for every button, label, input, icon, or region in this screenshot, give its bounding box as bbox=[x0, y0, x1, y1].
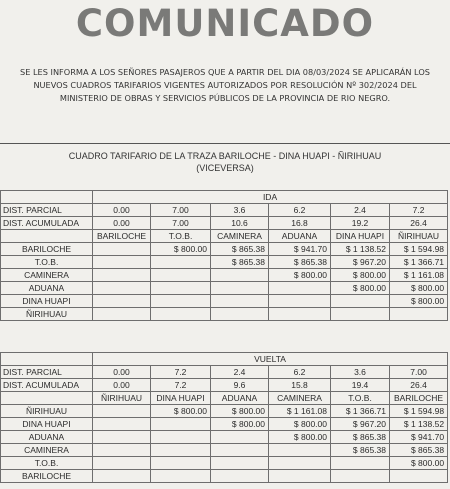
fare-cell: $ 1 161.08 bbox=[390, 269, 448, 282]
fare-cell: $ 800.00 bbox=[331, 269, 390, 282]
fare-cell: $ 800.00 bbox=[331, 282, 390, 295]
distance-cell: 7.2 bbox=[151, 366, 211, 379]
distance-cell: 3.6 bbox=[211, 204, 269, 217]
fare-cell: $ 865.38 bbox=[331, 431, 390, 444]
fare-cell bbox=[211, 282, 269, 295]
destination-header: CAMINERA bbox=[211, 230, 269, 243]
origin-label: ADUANA bbox=[1, 431, 93, 444]
origin-label: BARILOCHE bbox=[1, 243, 93, 256]
fare-cell bbox=[151, 295, 211, 308]
fare-cell: $ 800.00 bbox=[269, 431, 331, 444]
empty-cell bbox=[1, 191, 93, 204]
fare-cell bbox=[93, 405, 151, 418]
fare-cell bbox=[151, 269, 211, 282]
distance-cell: 7.00 bbox=[151, 204, 211, 217]
destinations-row bbox=[1, 230, 448, 243]
row-label: DIST. PARCIAL bbox=[1, 366, 93, 379]
origin-label: T.O.B. bbox=[1, 457, 93, 470]
fare-cell bbox=[269, 295, 331, 308]
fare-cell bbox=[211, 269, 269, 282]
fare-cell: $ 800.00 bbox=[211, 405, 269, 418]
empty-cell bbox=[1, 392, 93, 405]
fare-cell: $ 800.00 bbox=[390, 282, 448, 295]
fare-cell bbox=[269, 470, 331, 483]
fare-cell: $ 1 366.71 bbox=[331, 405, 390, 418]
fare-cell: $ 800.00 bbox=[151, 405, 211, 418]
fare-cell bbox=[331, 470, 390, 483]
announcement-line: MINISTERIO DE OBRAS Y SERVICIOS PÚBLICOS DE LA PROVINCIA DE RIO NEGRO. bbox=[59, 93, 391, 103]
distance-cell: 10.6 bbox=[211, 217, 269, 230]
distance-cell: 9.6 bbox=[211, 379, 269, 392]
fare-cell: $ 800.00 bbox=[151, 243, 211, 256]
destination-header: ÑIRIHUAU bbox=[93, 392, 151, 405]
fare-cell bbox=[93, 308, 151, 321]
distance-cell: 26.4 bbox=[390, 217, 448, 230]
fare-cell bbox=[390, 308, 448, 321]
dist-acumulada-row bbox=[1, 217, 448, 230]
fare-row bbox=[1, 295, 448, 308]
fare-cell bbox=[269, 308, 331, 321]
fare-cell: $ 800.00 bbox=[390, 295, 448, 308]
fare-cell bbox=[151, 444, 211, 457]
vuelta-fare-table bbox=[0, 352, 448, 483]
dist-parcial-row bbox=[1, 204, 448, 217]
announcement-line: NUEVOS CUADROS TARIFARIOS VIGENTES AUTORIZADOS POR RESOLUCIÓN Nº 302/2024 DEL bbox=[33, 80, 417, 90]
origin-label: ÑIRIHUAU bbox=[1, 405, 93, 418]
ida-fare-table bbox=[0, 190, 448, 321]
fare-cell bbox=[269, 457, 331, 470]
direction-heading: IDA bbox=[93, 191, 448, 204]
fare-cell bbox=[93, 431, 151, 444]
announcement-line: SE LES INFORMA A LOS SEÑORES PASAJEROS QUE A PARTIR DEL DIA 08/03/2024 SE APLICARÁN LOS bbox=[20, 67, 430, 77]
fare-row bbox=[1, 405, 448, 418]
fare-cell: $ 1 161.08 bbox=[269, 405, 331, 418]
fare-cell bbox=[151, 308, 211, 321]
destination-header: DINA HUAPI bbox=[151, 392, 211, 405]
distance-cell: 7.00 bbox=[390, 366, 448, 379]
fare-cell: $ 800.00 bbox=[269, 269, 331, 282]
origin-label: BARILOCHE bbox=[1, 470, 93, 483]
fare-row bbox=[1, 444, 448, 457]
fare-cell bbox=[93, 444, 151, 457]
fare-cell bbox=[331, 308, 390, 321]
row-label: DIST. ACUMULADA bbox=[1, 217, 93, 230]
destination-header: ÑIRIHUAU bbox=[390, 230, 448, 243]
fare-cell bbox=[93, 243, 151, 256]
fare-cell bbox=[151, 470, 211, 483]
fare-cell: $ 865.38 bbox=[211, 243, 269, 256]
distance-cell: 6.2 bbox=[269, 366, 331, 379]
divider bbox=[0, 143, 450, 144]
fare-cell bbox=[93, 282, 151, 295]
fare-cell: $ 800.00 bbox=[211, 418, 269, 431]
origin-label: DINA HUAPI bbox=[1, 295, 93, 308]
empty-cell bbox=[1, 353, 93, 366]
fare-row bbox=[1, 256, 448, 269]
origin-label: T.O.B. bbox=[1, 256, 93, 269]
origin-label: ADUANA bbox=[1, 282, 93, 295]
fare-cell: $ 865.38 bbox=[211, 256, 269, 269]
fare-row bbox=[1, 470, 448, 483]
distance-cell: 7.00 bbox=[151, 217, 211, 230]
destination-header: BARILOCHE bbox=[390, 392, 448, 405]
fare-cell: $ 1 366.71 bbox=[390, 256, 448, 269]
fare-cell bbox=[93, 470, 151, 483]
fare-cell bbox=[211, 308, 269, 321]
distance-cell: 0.00 bbox=[93, 217, 151, 230]
fare-cell: $ 1 138.52 bbox=[390, 418, 448, 431]
destination-header: T.O.B. bbox=[151, 230, 211, 243]
announcement-text bbox=[6, 66, 444, 105]
distance-cell: 3.6 bbox=[331, 366, 390, 379]
fare-table-subtitle: (VICEVERSA) bbox=[196, 163, 254, 173]
row-label: DIST. PARCIAL bbox=[1, 204, 93, 217]
fare-cell bbox=[211, 431, 269, 444]
fare-cell: $ 1 138.52 bbox=[331, 243, 390, 256]
fare-cell: $ 865.38 bbox=[390, 444, 448, 457]
fare-cell bbox=[211, 470, 269, 483]
fare-cell: $ 941.70 bbox=[269, 243, 331, 256]
fare-cell: $ 967.20 bbox=[331, 418, 390, 431]
distance-cell: 2.4 bbox=[211, 366, 269, 379]
fare-cell bbox=[211, 295, 269, 308]
destination-header: ADUANA bbox=[269, 230, 331, 243]
fare-row bbox=[1, 431, 448, 444]
fare-table-title-line: CUADRO TARIFARIO DE LA TRAZA BARILOCHE - DINA HUAPI - ÑIRIHUAU bbox=[68, 151, 382, 161]
origin-label: CAMINERA bbox=[1, 269, 93, 282]
direction-heading-row bbox=[1, 191, 448, 204]
fare-cell bbox=[151, 431, 211, 444]
fare-cell bbox=[211, 444, 269, 457]
fare-cell bbox=[151, 418, 211, 431]
fare-cell: $ 941.70 bbox=[390, 431, 448, 444]
fare-cell: $ 865.38 bbox=[269, 256, 331, 269]
fare-cell bbox=[151, 256, 211, 269]
distance-cell: 2.4 bbox=[331, 204, 390, 217]
destination-header: CAMINERA bbox=[269, 392, 331, 405]
page-title: COMUNICADO bbox=[75, 2, 375, 45]
empty-cell bbox=[1, 230, 93, 243]
distance-cell: 7.2 bbox=[390, 204, 448, 217]
dist-acumulada-row bbox=[1, 379, 448, 392]
distance-cell: 19.2 bbox=[331, 217, 390, 230]
origin-label: DINA HUAPI bbox=[1, 418, 93, 431]
fare-cell: $ 1 594.98 bbox=[390, 405, 448, 418]
fare-cell bbox=[93, 295, 151, 308]
fare-cell: $ 800.00 bbox=[269, 418, 331, 431]
distance-cell: 7.2 bbox=[151, 379, 211, 392]
fare-row bbox=[1, 269, 448, 282]
fare-cell bbox=[390, 470, 448, 483]
fare-cell: $ 800.00 bbox=[390, 457, 448, 470]
fare-cell: $ 865.38 bbox=[331, 444, 390, 457]
fare-cell bbox=[269, 444, 331, 457]
destination-header: BARILOCHE bbox=[93, 230, 151, 243]
dist-parcial-row bbox=[1, 366, 448, 379]
row-label: DIST. ACUMULADA bbox=[1, 379, 93, 392]
origin-label: CAMINERA bbox=[1, 444, 93, 457]
distance-cell: 19.4 bbox=[331, 379, 390, 392]
fare-cell bbox=[93, 256, 151, 269]
direction-heading-row bbox=[1, 353, 448, 366]
fare-cell: $ 1 594.98 bbox=[390, 243, 448, 256]
fare-row bbox=[1, 457, 448, 470]
fare-row bbox=[1, 282, 448, 295]
distance-cell: 15.8 bbox=[269, 379, 331, 392]
fare-row bbox=[1, 418, 448, 431]
fare-cell: $ 967.20 bbox=[331, 256, 390, 269]
fare-table-title bbox=[0, 150, 450, 174]
destination-header: DINA HUAPI bbox=[331, 230, 390, 243]
distance-cell: 16.8 bbox=[269, 217, 331, 230]
fare-cell bbox=[93, 269, 151, 282]
fare-row bbox=[1, 308, 448, 321]
fare-cell bbox=[151, 457, 211, 470]
fare-cell bbox=[331, 457, 390, 470]
fare-cell bbox=[151, 282, 211, 295]
distance-cell: 0.00 bbox=[93, 204, 151, 217]
direction-heading: VUELTA bbox=[93, 353, 448, 366]
distance-cell: 26.4 bbox=[390, 379, 448, 392]
fare-cell bbox=[269, 282, 331, 295]
fare-cell bbox=[331, 295, 390, 308]
fare-row bbox=[1, 243, 448, 256]
distance-cell: 6.2 bbox=[269, 204, 331, 217]
distance-cell: 0.00 bbox=[93, 379, 151, 392]
fare-cell bbox=[93, 418, 151, 431]
destinations-row bbox=[1, 392, 448, 405]
origin-label: ÑIRIHUAU bbox=[1, 308, 93, 321]
fare-cell bbox=[93, 457, 151, 470]
destination-header: ADUANA bbox=[211, 392, 269, 405]
distance-cell: 0.00 bbox=[93, 366, 151, 379]
fare-cell bbox=[211, 457, 269, 470]
destination-header: T.O.B. bbox=[331, 392, 390, 405]
